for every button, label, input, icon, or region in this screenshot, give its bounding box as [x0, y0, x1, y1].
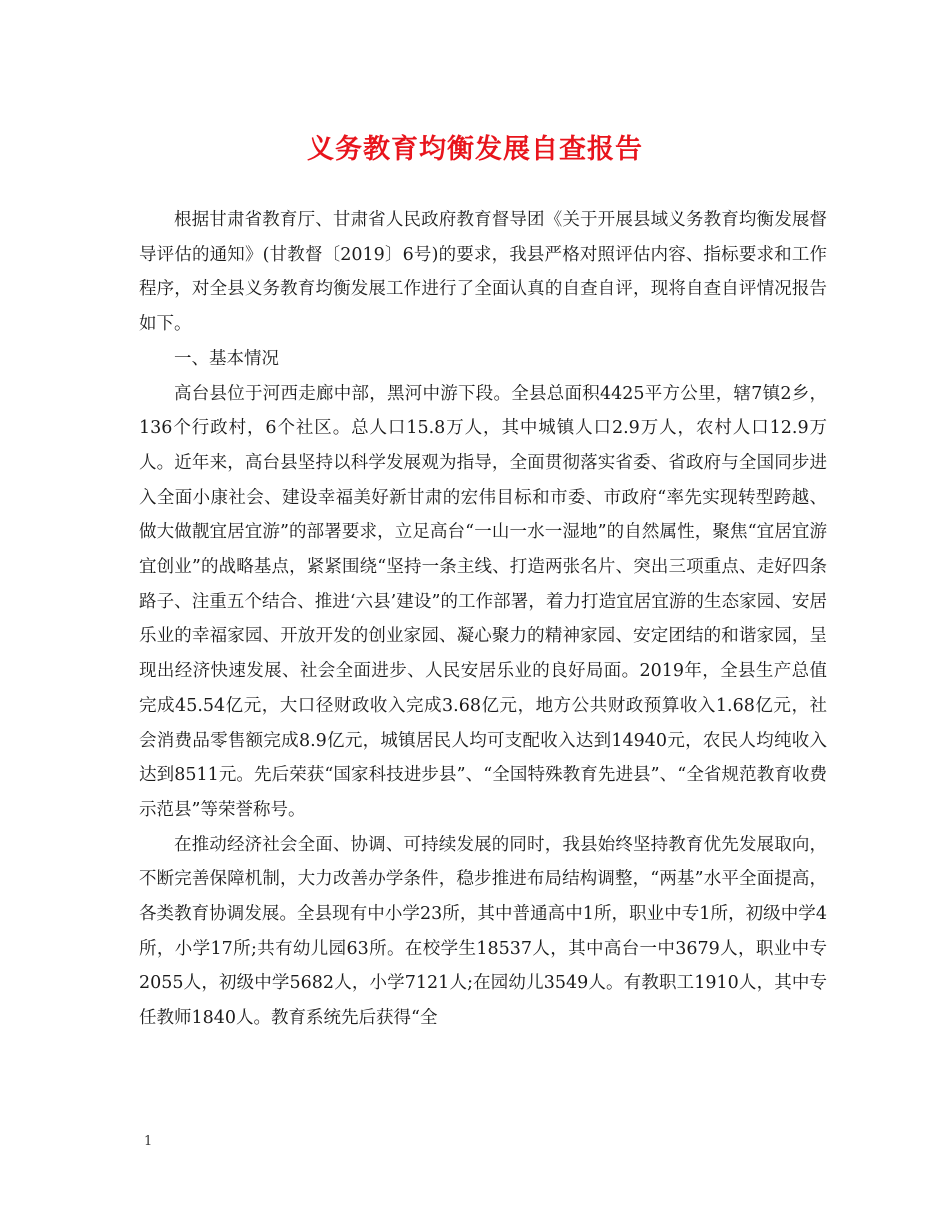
intro-paragraph: 根据甘肃省教育厅、甘肃省人民政府教育督导团《关于开展县域义务教育均衡发展督导评估的通知》(甘教督〔2019〕6号)的要求，我县严格对照评估内容、指标要求和工作程序，对全县义务教育均衡发展工作进行了全面认真的自查自评，现将自查自评情况报告如下。 — [139, 210, 827, 335]
page-number: 1 — [144, 1134, 153, 1149]
education-overview-paragraph: 在推动经济社会全面、协调、可持续发展的同时，我县始终坚持教育优先发展取向，不断完善保障机制，大力改善办学条件，稳步推进布局结构调整，“两基”水平全面提高，各类教育协调发展。全县现有中小学23所，其中普通高中1所，职业中专1所，初级中学4所，小学17所;共有幼儿园63所。在校学生18537人，其中高台一中3679人，职业中专2055人，初级中学5682人，小学7121人;在园幼儿3549人。有教职工1910人，其中专任教师1840人。教育系统先后获得“全 — [139, 834, 827, 1029]
document-body — [139, 203, 827, 1036]
document-title: 义务教育均衡发展自查报告 — [307, 134, 643, 165]
section-heading-basic-situation: 一、基本情况 — [174, 348, 279, 369]
county-overview-paragraph: 高台县位于河西走廊中部，黑河中游下段。全县总面积4425平方公里，辖7镇2乡，136个行政村，6个社区。总人口15.8万人，其中城镇人口2.9万人，农村人口12.9万人。近年来，高台县坚持以科学发展观为指导，全面贯彻落实省委、省政府与全国同步进入全面小康社会、建设幸福美好新甘肃的宏伟目标和市委、市政府“率先实现转型跨越、做大做靓宜居宜游”的部署要求，立足高台“一山一水一湿地”的自然属性，聚焦“宜居宜游宜创业”的战略基点，紧紧围绕“坚持一条主线、打造两张名片、突出三项重点、走好四条路子、注重五个结合、推进‘六县’建设”的工作部署，着力打造宜居宜游的生态家园、安居乐业的幸福家园、开放开发的创业家园、凝心聚力的精神家园、安定团结的和谐家园，呈现出经济快速发展、社会全面进步、人民安居乐业的良好局面。2019年，全县生产总值完成45.54亿元，大口径财政收入完成3.68亿元，地方公共财政预算收入1.68亿元，社会消费品零售额完成8.9亿元，城镇居民人均可支配收入达到14940元，农民人均纯收入达到8511元。先后荣获“国家科技进步县”、“全国特殊教育先进县”、“全省规范教育收费示范县”等荣誉称号。 — [139, 383, 827, 820]
